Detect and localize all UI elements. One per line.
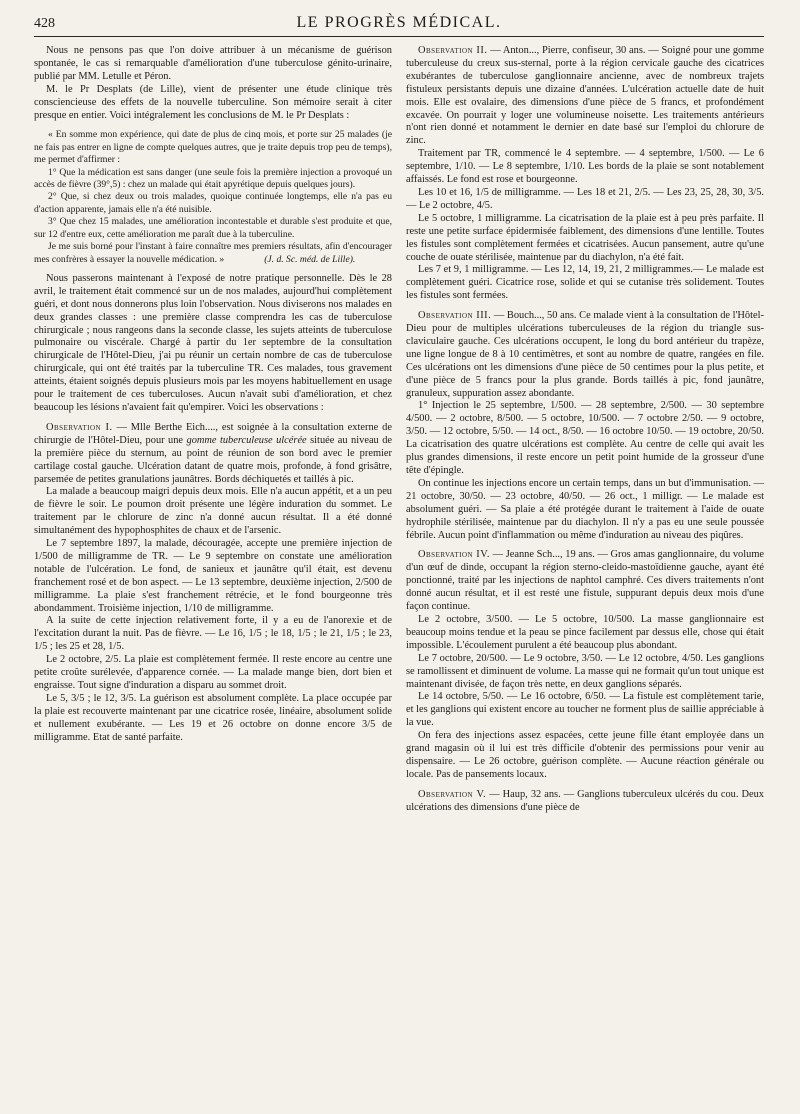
paragraph: M. le Pr Desplats (de Lille), vient de présenter une étude clinique très consciencieuse des effets de la nouvelle tuberculine. Son mémoire serait à citer presque en entier. Voici intégralement les conclusions de M. le Pr Desplats : — [34, 83, 392, 121]
left-column — [34, 45, 392, 1113]
observation-5: Observation V. — Haup, 32 ans. — Ganglions tuberculeux ulcérés du cou. Deux ulcérations des dimensions d'une pièce de — [406, 788, 764, 813]
paragraph: Nous passerons maintenant à l'exposé de notre pratique personnelle. Dès le 28 avril, le traitement était commencé sur un de nos malades, aujourd'hui complètement guéri, et dont nous donnerons plus loin l'observation. Nous diviserons nos malades en deux grandes classes : une première classe comprendra les cas de tuberculose chirurgicale ; nous rangeons dans la seconde classe, les sujets atteints de tuberculose pulmonaire ou viscérale. Chargé à partir du 1er septembre de la consultation chirurgicale de l'Hôtel-Dieu, j'ai pu réunir un certain nombre de cas de tuberculose chirurgicale, qui ont été traités par la tuberculine TR. Ces malades, tous gravement atteints, étaient soignés depuis plusieurs mois par les moyens habituellement en usage pour le traitement de ces tuberculoses. Aucun n'avait subi d'amélioration, et chez beaucoup les lésions n'avaient fait qu'empirer. Voici les observations : — [34, 272, 392, 413]
paragraph: Les 10 et 16, 1/5 de milligramme. — Les 18 et 21, 2/5. — Les 23, 25, 28, 30, 3/5. — Le 2 octobre, 4/5. — [406, 186, 764, 211]
paragraph: Le 7 septembre 1897, la malade, découragée, accepte une première injection de 1/500 de milligramme de TR. — Le 9 septembre on constate une amélioration notable de l'ulcération. Le fond, de sanieux et jaunâtre qu'il était, est devenu franchement rosé et de bon aspect. — Le 13 septembre, deuxième injection, 2/500 de milligramme. La plaie s'est franchement rétrécie, et le fond bourgeonne très abondamment. Troisième injection, 1/10 de milligramme. — [34, 538, 392, 614]
paragraph: Nous ne pensons pas que l'on doive attribuer à un mécanisme de guérison spontanée, le cas si remarquable d'amélioration d'une tuberculose génito-urinaire, publié par MM. Letulle et Péron. — [34, 45, 392, 82]
right-column — [406, 45, 764, 1113]
paragraph: On continue les injections encore un certain temps, dans un but d'immunisation. — 21 octobre, 30/50. — 23 octobre, 40/50. — 26 oct., 1 milligr. — Le malade est absolument guéri. — Sa plaie a été protégée durant le traitement à l'aide de ouate hydrophile stérilisée, maintenue par du diachylon. Il n'y a pas eu une seule poussée fébrile. Aucun point d'inflammation ou même d'induration au niveau des piqûres. — [406, 477, 764, 541]
quote-paragraph: 2° Que, si chez deux ou trois malades, quoique continuée longtemps, elle n'a pas eu d'action apparente, jamais elle n'a été nuisible. — [34, 191, 392, 215]
diagnosis: gomme tuberculeuse ulcérée — [186, 434, 307, 446]
quote-paragraph: 1° Que la médication est sans danger (une seule fois la première injection a provoqué un accès de fièvre (39°,5) : chez un malade qui était apyrétique depuis quelques jours). — [34, 166, 392, 191]
quote-paragraph: « En somme mon expérience, qui date de plus de cinq mois, et porte sur 25 malades (je ne fais pas entrer en ligne de compte quelques autres, que je traite depuis trop peu de temps), me permet d'affirmer : — [34, 129, 392, 166]
quote-source: (J. d. Sc. méd. de Lille). — [264, 253, 356, 265]
article-columns — [34, 45, 764, 1113]
block-quote — [34, 129, 392, 265]
quote-paragraph: 3° Que chez 15 malades, une amélioration incontestable et durable s'est produite et que, sur 12 d'entre eux, cette amélioration me paraît due à la tuberculine. — [34, 216, 392, 240]
observation-heading: Observation I. — [46, 421, 113, 433]
paragraph: Le 5, 3/5 ; le 12, 3/5. La guérison est absolument complète. La place occupée par la plaie est recouverte maintenant par une cicatrice rosée, linéaire, absolument solide et nullement exubérante. — Les 19 et 26 octobre on donne encore 3/5 de milligramme. Etat de santé parfaite. — [34, 692, 392, 743]
paragraph: Les 7 et 9, 1 milligramme. — Les 12, 14, 19, 21, 2 milligrammes.— Le malade est complètement guéri. Cicatrice rose, solide et qui se cutanise très solidement. Toutes les fistules sont fermées. — [406, 264, 764, 302]
observation-heading: Observation IV. — [418, 549, 490, 561]
observation-heading: Observation II. — [418, 45, 488, 56]
quote-paragraph — [34, 241, 392, 266]
paragraph: Le 5 octobre, 1 milligramme. La cicatrisation de la plaie est à peu près parfaite. Il reste une petite surface épidermisée faiblement, des dimensions d'une lentille. Toutes les fistules sont complètement fermées et cicatrisées. Aucun pansement, autre qu'une couche de ouate stérilisée, maintenue par du diachylon, n'a été fait. — [406, 212, 764, 263]
paragraph: Le 7 octobre, 20/500. — Le 9 octobre, 3/50. — Le 12 octobre, 4/50. Les ganglions se ramollissent et diminuent de volume. La masse qui ne formait qu'un tout unique est maintenant divisée, de façon très nette, en deux ganglions séparés. — [406, 652, 764, 690]
paragraph: Le 2 octobre, 3/500. — Le 5 octobre, 10/500. La masse ganglionnaire est beaucoup moins tendue et la peau se pince facilement par dessus elle, chose qui était impossible. L'écoulement purulent a été beaucoup plus abondant. — [406, 613, 764, 651]
observation-1: Observation I. — Mlle Berthe Eich...., est soignée à la consultation externe de chirurgie de l'Hôtel-Dieu, pour une gomme tuberculeuse ulcérée située au niveau de la première pièce du sternum, au point de réunion de son bord avec le premier cartilage costal gauche. Ulcération datant de quatre mois, profonde, à fond grisâtre, parsemée de petites granulations jaunâtres. Bords déchiquetés et taillés à pic. — [34, 421, 392, 485]
paragraph: A la suite de cette injection relativement forte, il y a eu de l'anorexie et de l'excitation durant la nuit. Pas de fièvre. — Le 16, 1/5 ; le 18, 1/5 ; le 21, 1/5 ; le 23, 1/5 ; les 25 et 28, 1/5. — [34, 615, 392, 653]
page-header — [34, 12, 764, 37]
observation-2: Observation II. — Anton..., Pierre, confiseur, 30 ans. — Soigné pour une gomme tuberculeuse du creux sus-sternal, porte à la région cervicale gauche des cicatrices exubérantes de tuberculose ganglionnaire ancienne, avec de nombreux trajets fistuleux persistants depuis une dizaine d'années. L'ulcération actuelle date de huit mois. Elle est ovalaire, des dimensions d'une pièce de 5 francs, et profondément excavée. On pourrait y loger une volumineuse noisette. Les traitements antérieurs n'ont rien donné et notamment le dernier en date basé sur l'emploi du chlorure de zinc. — [406, 45, 764, 147]
paragraph: Le 14 octobre, 5/50. — Le 16 octobre, 6/50. — La fistule est complètement tarie, et les ganglions qui existent encore au toucher ne forment plus de saillie appréciable à la vue. — [406, 691, 764, 729]
observation-heading: Observation V. — [418, 788, 487, 800]
observation-3: Observation III. — Bouch..., 50 ans. Ce malade vient à la consultation de l'Hôtel-Dieu pour de multiples ulcérations tuberculeuses de la région du triangle sus-claviculaire gauche. Ces ulcérations occupent, le long du bord antérieur du trapèze, une ligne longue de 8 à 10 centimètres, et sont au nombre de quatre, rangées en file. Ces ulcérations ont les dimensions d'une pièce de 50 centimes pour la plus petite, et d'une pièce de 5 francs pour la plus grande. Bords taillés à pic, fond jaunâtre, granuleux, suppuration assez abondante. — [406, 310, 764, 399]
paragraph: Le 2 octobre, 2/5. La plaie est complètement fermée. Il reste encore au centre une petite croûte surélevée, d'apparence cornée. — La malade mange bien, dort bien et engraisse. Tout signe d'induration a disparu au sommet droit. — [34, 654, 392, 691]
page-number: 428 — [34, 16, 55, 31]
journal-title: LE PROGRÈS MÉDICAL. — [296, 14, 502, 31]
paragraph: On fera des injections assez espacées, cette jeune fille étant employée dans un grand magasin où il lui est très difficile d'obtenir des permissions pour venir au dispensaire. — Le 26 octobre, guérison complète. — Aucune réaction générale ou locale. Pas de pansements locaux. — [406, 730, 764, 780]
paragraph: 1° Injection le 25 septembre, 1/500. — 28 septembre, 2/500. — 30 septembre 4/500. — 2 octobre, 8/500. — 5 octobre, 10/500. — 7 octobre 2/50. — 9 octobre, 3/50. — 12 octobre, 5/50. — 14 oct., 8/50. — 16 octobre 10/50. — 19 octobre, 20/50. La cicatrisation des quatre ulcérations est complète. Au centre de celle qui avait les plus grandes dimensions, il reste encore un petit point humide de la grosseur d'une tête d'épingle. — [406, 400, 764, 476]
quote-text: Je me suis borné pour l'instant à faire connaître mes premiers résultats, afin d'encourager mes confrères à essayer la nouvelle médication. » — [34, 241, 392, 265]
observation-4: Observation IV. — Jeanne Sch..., 19 ans. — Gros amas ganglionnaire, du volume d'un œuf de dinde, occupant la région sterno-cleido-mastoïdienne gauche, ayant été ponctionné, traité par les injections de naphtol camphré. Ces divers traitements n'ont donné aucun résultat, et il est resté une fistule, suppurant depuis deux mois d'une façon continue. — [406, 549, 764, 613]
paragraph: Traitement par TR, commencé le 4 septembre. — 4 septembre, 1/500. — Le 6 septembre, 1/10. — Le 8 septembre, 1/10. Les bords de la plaie se sont notablement affaissés. Le fond est rose et bourgeonne. — [406, 148, 764, 186]
observation-heading: Observation III. — [418, 310, 492, 322]
paragraph: La malade a beaucoup maigri depuis deux mois. Elle n'a aucun appétit, et a un peu de fièvre le soir. Le poumon droit présente une légère induration du sommet. Le traitement par le chlorure de zinc n'a donné aucun résultat. Il a été donné simultanément des hypophosphites de chaux et de l'arsenic. — [34, 486, 392, 537]
